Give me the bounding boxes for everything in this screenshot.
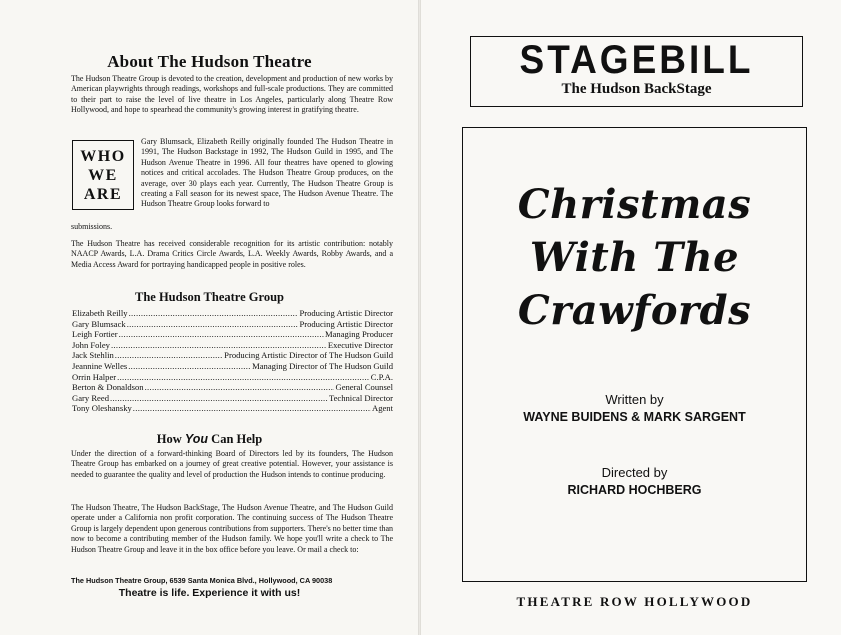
- roster-row: [72, 350, 393, 361]
- show-title-line: Christmas: [517, 181, 752, 228]
- tagline: Theatre is life. Experience it with us!: [118, 587, 301, 599]
- roster-name: Elizabeth Reilly: [72, 308, 128, 318]
- group-title: The Hudson Theatre Group: [135, 290, 284, 304]
- stagebill-masthead: [470, 36, 803, 107]
- roster-name: John Foley: [72, 339, 110, 350]
- roster-name: Gary Blumsack: [72, 318, 126, 329]
- venue-name: THEATRE ROW HOLLYWOOD: [516, 594, 753, 609]
- who-we-are-tail: submissions.: [71, 222, 113, 231]
- staff-roster: [72, 308, 393, 414]
- roster-name: Jack Stehlin: [72, 350, 114, 361]
- help-title: How You Can Help: [156, 432, 263, 446]
- writers: WAYNE BUIDENS & MARK SARGENT: [523, 410, 746, 424]
- roster-name: Berton & Donaldson: [72, 382, 144, 393]
- show-title-line: With The: [529, 234, 740, 281]
- roster-row: [72, 382, 393, 393]
- recognition-paragraph: The Hudson Theatre has received considerable recognition for its artistic contribution: notably NAACP Awards, L.A. Drama Critics Circle Awards, L.A. Weekly Awards, Robby Awards, and a Media Access Award for portraying handicapped people in positive roles.: [71, 239, 393, 269]
- show-title-line: Crawfords: [517, 287, 752, 334]
- roster-row: [72, 393, 393, 404]
- roster-row: [72, 319, 393, 330]
- roster-role: Managing Director of The Hudson Guild: [252, 360, 393, 371]
- director: RICHARD HOCHBERG: [567, 483, 702, 497]
- roster-row: [72, 340, 393, 351]
- about-title: About The Hudson Theatre: [107, 52, 312, 71]
- help-paragraph-2: The Hudson Theatre, The Hudson BackStage, The Hudson Avenue Theatre, and The Hudson Guild operate under a California non profit corporation. The continuing success of The Hudson Theatre Group is largely dependent upon generous contributions from supporters. There's no better time than now to become a contributing member of the Hudson family. We hope you'll write a check to The Hudson Theatre Group and leave it in the box office before you leave. Or mail a check to:: [71, 503, 393, 554]
- roster-role: Producing Artistic Director: [299, 308, 393, 318]
- roster-name: Leigh Fortier: [72, 329, 118, 340]
- roster-row: [72, 403, 393, 414]
- we-word: WE: [88, 166, 118, 184]
- are-word: ARE: [83, 185, 123, 203]
- roster-name: Orrin Halper: [72, 371, 117, 382]
- show-title: [462, 178, 807, 337]
- who-we-are-paragraph: Gary Blumsack, Elizabeth Reilly originally founded The Hudson Theatre in 1991, The Hudson Backstage in 1992, The Hudson Guild in 1995, and The Hudson Avenue Theatre in 1996. All four theatres have opened to glowing notices and critical accolades. The Hudson Theatre Group produces, on the average, over 30 plays each year. Currently, The Hudson Theatre Group is creating a Fall season for its newest space, The Hudson Avenue Theatre. The Hudson Theatre Group looks forward to: [141, 137, 393, 209]
- stagebill-logo: STAGEBILL: [519, 37, 754, 82]
- who-we-are-box: [72, 140, 134, 210]
- help-paragraph-1: Under the direction of a forward-thinking Board of Directors led by its founders, The Hudson Theatre Group has embarked on a journey of great creative potential. However, your assistance is needed to guarantee the quality and level of production the Hudson intends to continue producing.: [71, 449, 393, 479]
- roster-row: [72, 329, 393, 340]
- roster-role: Managing Producer: [324, 329, 393, 340]
- roster-role: C.P.A.: [370, 371, 393, 382]
- who-word: WHO: [80, 147, 126, 165]
- roster-name: Gary Reed: [72, 392, 109, 403]
- roster-role: Producing Artistic Director of The Hudson Guild: [224, 350, 393, 361]
- roster-role: General Counsel: [335, 382, 393, 393]
- roster-row: [72, 372, 393, 383]
- roster-role: Producing Artistic Director: [299, 318, 393, 329]
- roster-name: Tony Oleshansky: [72, 403, 132, 414]
- roster-role: Technical Director: [328, 392, 393, 403]
- roster-row: [72, 361, 393, 372]
- mailing-address: The Hudson Theatre Group, 6539 Santa Monica Blvd., Hollywood, CA 90038: [71, 576, 333, 585]
- roster-role: Executive Director: [327, 339, 393, 350]
- left-page: [0, 0, 419, 635]
- venue-subtitle: The Hudson BackStage: [561, 81, 712, 97]
- written-by-label: Written by: [605, 392, 664, 407]
- directed-by-label: Directed by: [601, 465, 668, 480]
- about-paragraph: The Hudson Theatre Group is devoted to the creation, development and production of new works by American playwrights through readings, workshops and full-scale productions. They are committed to their part to raise the level of live theatre in Los Angeles, particularly along Theatre Row Hollywood, and hope to spearhead the community's growing interest in gratifying theatre.: [71, 74, 393, 115]
- help-title-emphasis: You: [184, 432, 209, 446]
- roster-row: [72, 308, 393, 319]
- roster-name: Jeannine Welles: [72, 360, 128, 371]
- roster-role: Agent: [371, 403, 393, 414]
